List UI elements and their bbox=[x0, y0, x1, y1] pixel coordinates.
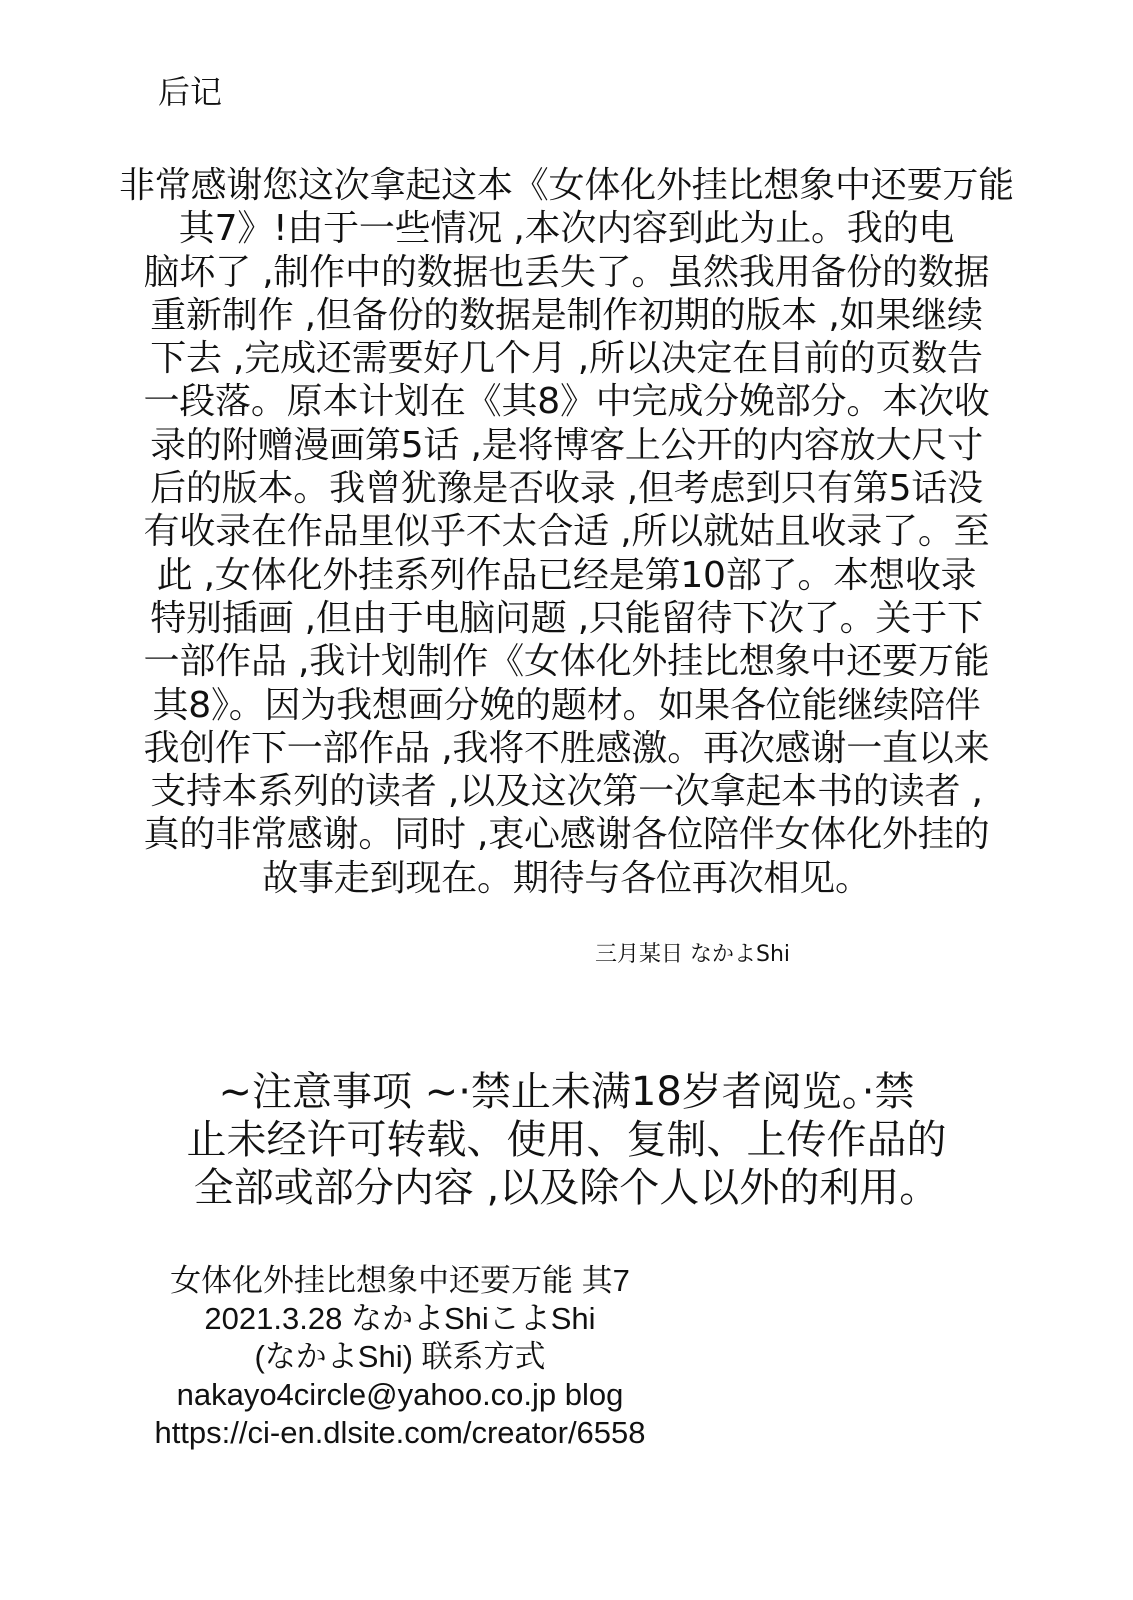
body-line: 故事走到现在。期待与各位再次相见。 bbox=[262, 857, 871, 899]
body-line: 真的非常感谢。同时 ,衷心感谢各位陪伴女体化外挂的 bbox=[143, 814, 990, 856]
afterword-title: 后记 bbox=[158, 73, 223, 111]
colophon-line: (なかよShi) 联系方式 bbox=[254, 1339, 546, 1374]
colophon-line: 2021.3.28 なかよShiこよShi bbox=[204, 1301, 596, 1336]
notice-line: 全部或部分内容 ,以及除个人以外的利用。 bbox=[193, 1165, 940, 1211]
body-line: 支持本系列的读者 ,以及这次第一次拿起本书的读者 , bbox=[150, 771, 983, 813]
colophon-url: https://ci-en.dlsite.com/creator/6558 bbox=[154, 1415, 646, 1450]
colophon bbox=[60, 1262, 740, 1452]
colophon-email: nakayo4circle@yahoo.co.jp blog bbox=[176, 1377, 624, 1412]
notice-block bbox=[80, 1068, 1053, 1212]
body-line: 我创作下一部作品 ,我将不胜感激。再次感谢一直以来 bbox=[143, 727, 990, 769]
body-line: 录的附赠漫画第5话 ,是将博客上公开的内容放大尺寸 bbox=[150, 424, 983, 466]
body-line: 非常感谢您这次拿起这本《女体化外挂比想象中还要万能 bbox=[118, 165, 1014, 206]
body-line: 其8》。因为我想画分娩的题材。如果各位能继续陪伴 bbox=[152, 684, 981, 726]
body-line: 有收录在作品里似乎不太合适 ,所以就姑且收录了。至 bbox=[143, 511, 990, 553]
notice-line: ~注意事项 ~·禁止未满18岁者阅览。·禁 bbox=[218, 1069, 915, 1115]
body-line: 重新制作 ,但备份的数据是制作初期的版本 ,如果继续 bbox=[150, 294, 983, 336]
colophon-line: 女体化外挂比想象中还要万能 其7 bbox=[170, 1263, 630, 1298]
body-line: 一部作品 ,我计划制作《女体化外挂比想象中还要万能 bbox=[143, 641, 990, 683]
notice-line: 止未经许可转载、使用、复制、上传作品的 bbox=[186, 1117, 947, 1163]
body-line: 后的版本。我曾犹豫是否收录 ,但考虑到只有第5话没 bbox=[150, 468, 983, 510]
body-line: 脑坏了 ,制作中的数据也丢失了。虽然我用备份的数据 bbox=[143, 251, 990, 293]
afterword-body bbox=[40, 164, 1093, 900]
body-line: 其7》!由于一些情况 ,本次内容到此为止。我的电 bbox=[178, 208, 955, 250]
body-line: 此 ,女体化外挂系列作品已经是第10部了。本想收录 bbox=[156, 554, 977, 596]
body-line: 一段落。原本计划在《其8》中完成分娩部分。本次收 bbox=[143, 381, 990, 423]
body-line: 下去 ,完成还需要好几个月 ,所以决定在目前的页数告 bbox=[150, 338, 983, 380]
body-line: 特别插画 ,但由于电脑问题 ,只能留待下次了。关于下 bbox=[150, 597, 983, 639]
signature: 三月某日 なかよShi bbox=[595, 942, 791, 967]
